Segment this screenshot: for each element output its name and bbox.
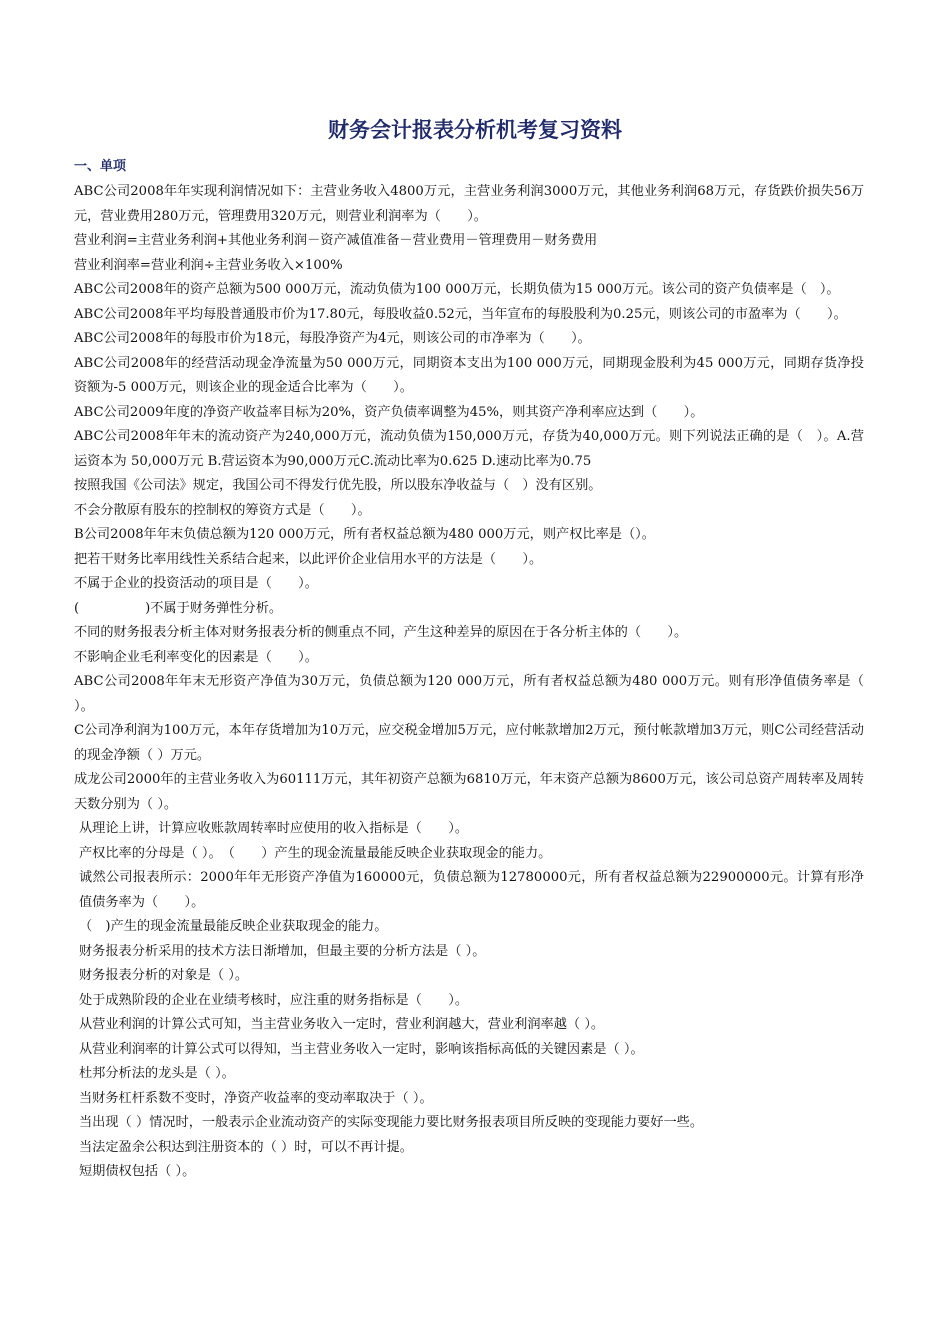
document-title: 财务会计报表分析机考复习资料 (328, 118, 622, 142)
question-item: B公司2008年年末负债总额为120 000万元，所有者权益总额为480 000万元，则产权比率是（）。 (74, 527, 655, 542)
question-item: 当出现（ ）情况时，一般表示企业流动资产的实际变现能力要比财务报表项目所反映的变现能力要好一些。 (79, 1115, 704, 1130)
question-item: ABC公司2008年平均每股普通股市价为17.80元，每股收益0.52元，当年宣布的每股股利为0.25元，则该公司的市盈率为（ ）。 (74, 306, 847, 322)
section-heading: 一、单项 (74, 159, 127, 174)
question-list (74, 180, 869, 1185)
question-item: 从理论上讲，计算应收账款周转率时应使用的收入指标是（ ）。 (79, 821, 469, 836)
question-item: 不同的财务报表分析主体对财务报表分析的侧重点不同，产生这种差异的原因在于各分析主体的（ ）。 (74, 625, 688, 640)
question-item: ( )不属于财务弹性分析。 (74, 600, 283, 616)
question-item: ABC公司2009年度的净资产收益率目标为20%，资产负债率调整为45%，则其资产净利率应达到（ ）。 (74, 404, 704, 420)
question-item: ABC公司2008年的资产总额为500 000万元，流动负债为100 000万元，长期负债为15 000万元。该公司的资产负债率是（ ）。 (74, 282, 840, 297)
question-item: C公司净利润为100万元，本年存货增加为10万元，应交税金增加5万元，应付帐款增加2万元，预付帐款增加3万元，则C公司经营活动的现金净额（ ）万元。 (74, 723, 864, 763)
question-item: （ )产生的现金流量最能反映企业获取现金的能力。 (79, 919, 388, 934)
question-item: 不影响企业毛利率变化的因素是（ ）。 (74, 649, 318, 665)
question-item: 当财务杠杆系数不变时，净资产收益率的变动率取决于（ ）。 (79, 1090, 433, 1106)
question-item: 按照我国《公司法》规定，我国公司不得发行优先股，所以股东净收益与（ ）没有区别。 (74, 478, 602, 493)
question-item: ABC公司2008年年实现利润情况如下：主营业务收入4800万元，主营业务利润3000万元，其他业务利润68万元，存货跌价损失56万元，营业费用280万元，管理费用320万元，则营业利润率为（ ）。 (74, 184, 864, 224)
question-item: 不属于企业的投资活动的项目是（ ）。 (74, 576, 318, 591)
question-item: 从营业利润的计算公式可知，当主营业务收入一定时，营业利润越大，营业利润率越（ ）。 (79, 1017, 605, 1032)
question-item: 把若干财务比率用线性关系结合起来，以此评价企业信用水平的方法是（ ）。 (74, 551, 543, 567)
question-item: 营业利润率=营业利润÷主营业务收入×100% (74, 257, 343, 273)
question-item: 从营业利润率的计算公式可以得知，当主营业务收入一定时，影响该指标高低的关键因素是（ ）。 (79, 1041, 644, 1057)
question-item: 不会分散原有股东的控制权的筹资方式是（ ）。 (74, 502, 371, 518)
question-item: 成龙公司2000年的主营业务收入为60111万元，其年初资产总额为6810万元，年末资产总额为8600万元，该公司总资产周转率及周转天数分别为（ ）。 (74, 772, 864, 812)
question-item: ABC公司2008年的每股市价为18元，每股净资产为4元，则该公司的市净率为（ ）。 (74, 331, 591, 346)
question-item: ABC公司2008年年末的流动资产为240,000万元，流动负债为150,000万元，存货为40,000万元。则下列说法正确的是（ ）。A.营运资本为 50,000万元 B.营运资本为90,000万元C.流动比率为0.625 D.速动比率为0.75 (74, 429, 864, 469)
question-item: 财务报表分析的对象是（ ）。 (79, 968, 249, 983)
question-item: 产权比率的分母是（ ）。 （ ）产生的现金流量最能反映企业获取现金的能力。 (79, 845, 552, 861)
question-item: 营业利润=主营业务利润+其他业务利润－资产减值准备－营业费用－管理费用－财务费用 (74, 233, 598, 248)
question-item: 财务报表分析采用的技术方法日渐增加，但最主要的分析方法是（ ）。 (79, 943, 486, 959)
question-item: 处于成熟阶段的企业在业绩考核时，应注重的财务指标是（ ）。 (79, 992, 469, 1008)
question-item: ABC公司2008年年末无形资产净值为30万元，负债总额为120 000万元，所有者权益总额为480 000万元。则有形净值债务率是（ ）。 (74, 674, 869, 714)
question-item: 短期债权包括（ ）。 (79, 1164, 196, 1179)
question-item: 当法定盈余公积达到注册资本的（ ）时，可以不再计提。 (79, 1139, 413, 1155)
question-item: 杜邦分析法的龙头是（ ）。 (79, 1066, 235, 1081)
question-item: 诚然公司报表所示：2000年年无形资产净值为160000元，负债总额为12780000元，所有者权益总额为22900000元。计算有形净值债务率为（ ）。 (79, 870, 864, 910)
question-item: ABC公司2008年的经营活动现金净流量为50 000万元，同期资本支出为100 000万元，同期现金股利为45 000万元，同期存货净投资额为-5 000万元，则该企业的现金适合比率为（ ）。 (74, 355, 864, 395)
